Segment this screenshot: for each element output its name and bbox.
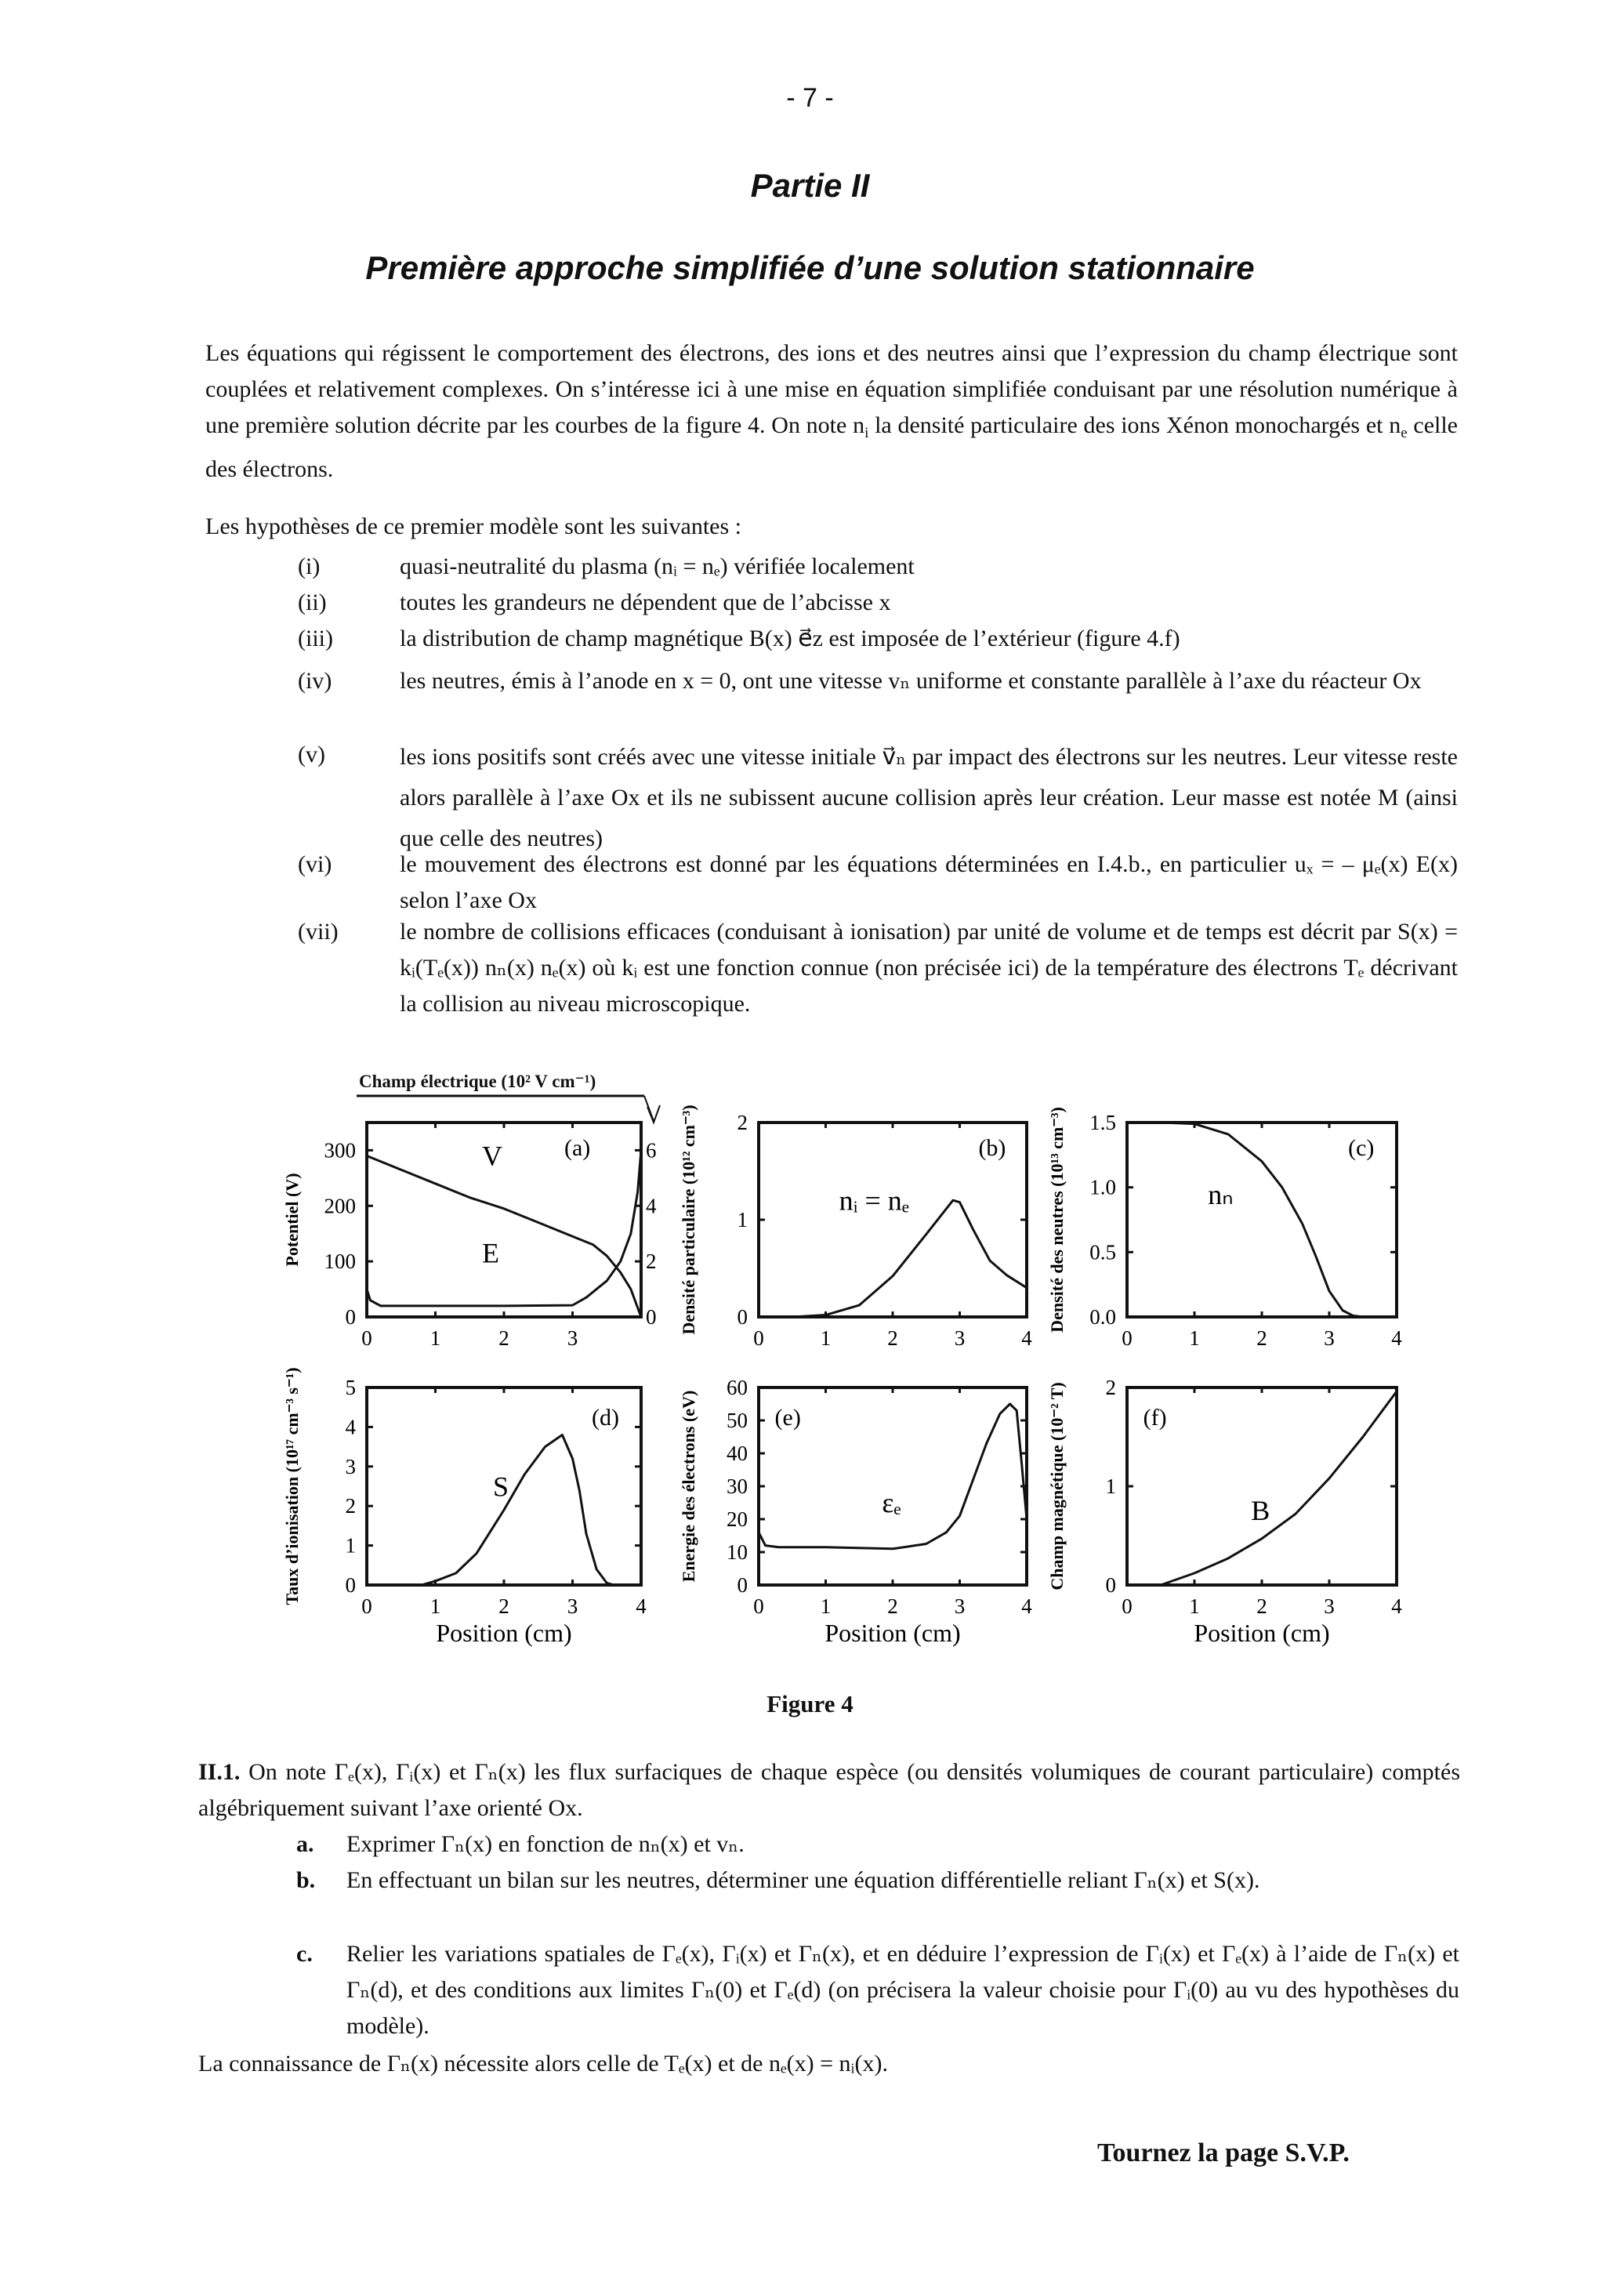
- hypothesis-text: toutes les grandeurs ne dépendent que de l’abcisse x: [400, 589, 891, 615]
- hypotheses-intro: Les hypothèses de ce premier modèle sont les suivantes :: [205, 513, 741, 539]
- curve-label: E: [482, 1237, 499, 1269]
- hypothesis-number: (iv): [298, 668, 332, 694]
- plot-frame: [367, 1387, 641, 1585]
- x-tick-label: 1: [1189, 1326, 1200, 1350]
- y-tick-label: 10: [727, 1540, 748, 1564]
- x-tick-label: 2: [1256, 1326, 1267, 1350]
- y2-tick-label: 4: [646, 1194, 657, 1218]
- x-tick-label: 1: [820, 1594, 832, 1618]
- x-tick-label: 3: [954, 1326, 966, 1350]
- y-tick-label: 4: [345, 1415, 356, 1439]
- y-tick-label: 0: [737, 1305, 748, 1329]
- y-tick-label: 5: [345, 1376, 356, 1399]
- page-number: - 7 -: [786, 83, 834, 113]
- y-tick-label: 3: [345, 1454, 356, 1478]
- panel-id: (a): [564, 1135, 591, 1162]
- hypothesis-number: (i): [298, 553, 321, 579]
- x-tick-label: 3: [1324, 1326, 1335, 1350]
- x-tick-label: 0: [361, 1594, 372, 1618]
- plot-frame: [759, 1387, 1027, 1585]
- x-tick-label: 0: [1122, 1594, 1133, 1618]
- panel-id: (f): [1143, 1404, 1167, 1431]
- hypothesis-text: le nombre de collisions efficaces (conduisant à ionisation) par unité de volume et de temps est décrit par S(x) = kᵢ(Tₑ(x)) nₙ(x) nₑ(x) où kᵢ est une fonction connue (non précisée ici) de la température des électrons Tₑ décrivant la collision au niveau microscopique.: [400, 919, 1458, 1017]
- x-tick-label: 2: [1256, 1594, 1267, 1618]
- y-axis-label: Densité des neutres (10¹³ cm⁻³): [1047, 1107, 1067, 1333]
- x-tick-label: 2: [887, 1594, 898, 1618]
- y-tick-label: 100: [324, 1250, 356, 1274]
- item-letter: c.: [296, 1941, 313, 1967]
- x-tick-label: 2: [498, 1326, 509, 1350]
- hypothesis-text: le mouvement des électrons est donné par les équations déterminées en I.4.b., en particulier uₓ = – μₑ(x) E(x) selon l’axe Ox: [400, 851, 1458, 913]
- x-tick-label: 1: [429, 1326, 441, 1350]
- y-axis-label: Densité particulaire (10¹² cm⁻³): [679, 1104, 698, 1335]
- section-title: Première approche simplifiée d’une solution stationnaire: [365, 249, 1255, 286]
- figure-caption: Figure 4: [767, 1690, 853, 1717]
- hypothesis-text: quasi-neutralité du plasma (nᵢ = nₑ) vérifiée localement: [400, 553, 915, 579]
- x-tick-label: 4: [1391, 1326, 1402, 1350]
- y-tick-label: 1: [737, 1208, 748, 1231]
- y-axis-label: Potentiel (V): [282, 1173, 302, 1267]
- y2-tick-label: 0: [646, 1305, 657, 1329]
- x-tick-label: 1: [820, 1326, 832, 1350]
- x-tick-label: 4: [1021, 1326, 1032, 1350]
- data-curve: [367, 1150, 641, 1305]
- item-letter: a.: [296, 1831, 314, 1857]
- x-tick-label: 0: [1122, 1326, 1133, 1350]
- x-tick-label: 3: [954, 1594, 966, 1618]
- sub-i: i: [864, 425, 869, 441]
- question-label: II.1.: [198, 1759, 241, 1785]
- y-tick-label: 0.0: [1089, 1305, 1116, 1329]
- item-letter: b.: [296, 1867, 316, 1893]
- y-tick-label: 30: [727, 1474, 748, 1498]
- data-curve: [759, 1404, 1027, 1549]
- x-axis-label: Position (cm): [1194, 1619, 1330, 1647]
- part-title: Partie II: [750, 167, 870, 204]
- y-tick-label: 1.5: [1089, 1111, 1116, 1134]
- intro-text-2: la densité particulaire des ions Xénon monochargés et n: [868, 412, 1401, 438]
- hypothesis-number: (vi): [298, 851, 332, 877]
- sub-e: e: [1401, 425, 1408, 441]
- data-curve: [367, 1156, 641, 1317]
- y-axis-label: Champ magnétique (10⁻² T): [1047, 1382, 1067, 1591]
- hypothesis-number: (vii): [298, 919, 339, 945]
- intro-text-1: Les équations qui régissent le comportement des électrons, des ions et des neutres ainsi que l’expression du champ électrique sont couplées et relativement complexes. On s’intéresse ici à une mise en équation simplifiée conduisant par une résolution numérique à une première solution décrite par les courbes de la figure 4. On note n: [205, 340, 1458, 438]
- y-tick-label: 0: [345, 1573, 356, 1597]
- y-tick-label: 20: [727, 1507, 748, 1531]
- panel-id: (b): [978, 1135, 1006, 1162]
- y-tick-label: 60: [727, 1376, 748, 1399]
- panel-id: (e): [774, 1404, 801, 1431]
- x-tick-label: 1: [1189, 1594, 1200, 1618]
- item-text: Relier les variations spatiales de Γₑ(x), Γᵢ(x) et Γₙ(x), et en déduire l’expression de Γᵢ(x) et Γₑ(x) à l’aide de Γₙ(x) et Γₙ(d), et des conditions aux limites Γₙ(0) et Γₑ(d) (on précisera la valeur choisie pour Γᵢ(0) au vu des hypothèses du modèle).: [346, 1941, 1459, 2039]
- y-axis-label: Energie des électrons (eV): [679, 1390, 698, 1583]
- x-tick-label: 1: [429, 1594, 441, 1618]
- intro-text-3: celle des électrons.: [205, 412, 1458, 482]
- x-tick-label: 3: [1324, 1594, 1335, 1618]
- y-tick-label: 200: [324, 1194, 356, 1218]
- footer-turn-page: Tournez la page S.V.P.: [1097, 2138, 1350, 2167]
- item-text: Exprimer Γₙ(x) en fonction de nₙ(x) et vₙ.: [346, 1831, 745, 1857]
- y2-tick-label: 6: [646, 1138, 657, 1163]
- plot-frame: [367, 1123, 641, 1317]
- y-tick-label: 1: [1105, 1474, 1116, 1498]
- electric-field-axis-label: Champ électrique (10² V cm⁻¹): [359, 1072, 596, 1091]
- x-tick-label: 3: [567, 1326, 578, 1350]
- question-intro: [198, 1754, 1460, 1826]
- y-tick-label: 2: [737, 1111, 748, 1134]
- hypothesis-number: (v): [298, 742, 325, 767]
- x-tick-label: 0: [753, 1594, 764, 1618]
- data-curve: [1127, 1391, 1397, 1585]
- x-tick-label: 4: [1021, 1594, 1032, 1618]
- y-tick-label: 0: [1105, 1573, 1116, 1597]
- y-tick-label: 1.0: [1089, 1175, 1116, 1199]
- x-tick-label: 0: [753, 1326, 764, 1350]
- data-curve: [1127, 1123, 1397, 1317]
- y-tick-label: 2: [1105, 1376, 1116, 1399]
- y-tick-label: 300: [324, 1138, 356, 1163]
- hypothesis-text: la distribution de champ magnétique B(x) e⃗z est imposée de l’extérieur (figure 4.f): [400, 626, 1180, 651]
- plot-frame: [759, 1123, 1027, 1317]
- y-tick-label: 0: [737, 1573, 748, 1597]
- intro-paragraph: [205, 336, 1458, 488]
- data-curve: [759, 1200, 1027, 1317]
- y2-tick-label: 2: [646, 1250, 657, 1274]
- question-text: On note Γₑ(x), Γᵢ(x) et Γₙ(x) les flux surfaciques de chaque espèce (ou densités volumiques de courant particulaire) comptés algébriquement suivant l’axe orienté Ox.: [198, 1759, 1460, 1821]
- data-curve: [367, 1435, 641, 1585]
- y-tick-label: 0: [345, 1305, 356, 1329]
- x-tick-label: 2: [498, 1594, 509, 1618]
- curve-label: B: [1251, 1494, 1270, 1526]
- curve-label: nᵢ = nₑ: [839, 1184, 910, 1217]
- x-tick-label: 2: [887, 1326, 898, 1350]
- curve-label: V: [482, 1140, 502, 1172]
- y-tick-label: 50: [727, 1409, 748, 1432]
- plot-frame: [1127, 1387, 1397, 1585]
- hypothesis-text: les ions positifs sont créés avec une vitesse initiale v⃗ₙ par impact des électrons sur les neutres. Leur vitesse reste alors parallèle à l’axe Ox et ils ne subissent aucune collision après leur création. Leur masse est notée M (ainsi que celle des neutres): [400, 744, 1458, 851]
- y-tick-label: 1: [345, 1533, 356, 1558]
- panel-id: (d): [592, 1404, 619, 1431]
- curve-label: nₙ: [1208, 1179, 1234, 1211]
- x-tick-label: 3: [567, 1594, 578, 1618]
- x-axis-label: Position (cm): [824, 1619, 961, 1647]
- conclusion: La connaissance de Γₙ(x) nécessite alors celle de Tₑ(x) et de nₑ(x) = nᵢ(x).: [198, 2051, 888, 2077]
- hypothesis-text: les neutres, émis à l’anode en x = 0, ont une vitesse vₙ uniforme et constante parallèle à l’axe du réacteur Ox: [400, 668, 1422, 694]
- y-tick-label: 2: [345, 1494, 356, 1518]
- item-text: En effectuant un bilan sur les neutres, déterminer une équation différentielle reliant Γₙ(x) et S(x).: [346, 1867, 1260, 1893]
- x-axis-label: Position (cm): [436, 1619, 572, 1647]
- x-tick-label: 4: [636, 1594, 647, 1618]
- y-tick-label: 40: [727, 1442, 748, 1465]
- y-axis-label: Taux d’ionisation (10¹⁷ cm⁻³ s⁻¹): [282, 1367, 302, 1605]
- x-tick-label: 4: [1391, 1594, 1402, 1618]
- hypothesis-number: (ii): [298, 589, 327, 615]
- hypothesis-number: (iii): [298, 626, 333, 651]
- curve-label: S: [493, 1471, 509, 1503]
- curve-label: εₑ: [882, 1486, 901, 1518]
- plot-frame: [1127, 1123, 1397, 1317]
- x-tick-label: 0: [361, 1326, 372, 1350]
- y-tick-label: 0.5: [1089, 1240, 1116, 1264]
- panel-id: (c): [1348, 1135, 1375, 1162]
